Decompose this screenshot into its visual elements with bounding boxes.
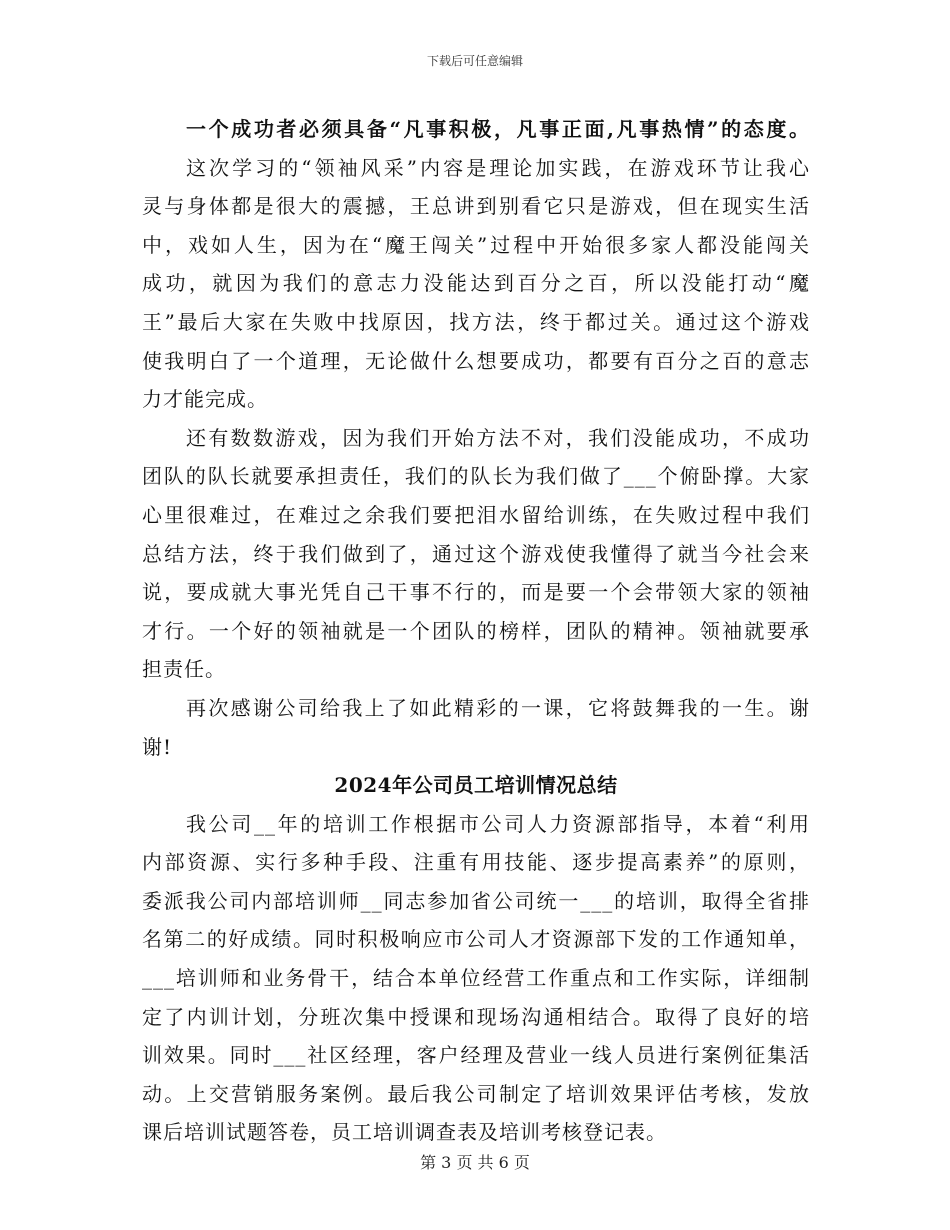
paragraph-line: 中，戏如人生，因为在“魔王闯关”过程中开始很多家人都没能闯关 <box>142 232 810 257</box>
paragraph-line: 担责任。 <box>142 657 226 682</box>
paragraph-line: 动。上交营销服务案例。最后我公司制定了培训效果评估考核，发放 <box>142 1081 810 1106</box>
paragraph-line: 训效果。同时___社区经理，客户经理及营业一线人员进行案例征集活 <box>142 1043 810 1068</box>
section-title: 2024年公司员工培训情况总结 <box>334 773 618 798</box>
paragraph-line: 总结方法，终于我们做到了，通过这个游戏使我懂得了就当今社会来 <box>142 541 810 566</box>
paragraph-line: 说，要成就大事光凭自己干事不行的，而是要一个会带领大家的领袖 <box>142 580 810 605</box>
paragraph-line: 王”最后大家在失败中找原因，找方法，终于都过关。通过这个游戏 <box>142 309 810 334</box>
paragraph-line: 课后培训试题答卷，员工培训调查表及培训考核登记表。 <box>142 1120 667 1145</box>
paragraph-line: 名第二的好成绩。同时积极响应市公司人才资源部下发的工作通知单， <box>142 927 810 952</box>
paragraph-line: 成功，就因为我们的意志力没能达到百分之百，所以没能打动“魔 <box>142 271 810 296</box>
paragraph-line: 力才能完成。 <box>142 387 268 412</box>
paragraph-line: 才行。一个好的领袖就是一个团队的榜样，团队的精神。领袖就要承 <box>142 618 810 643</box>
paragraph-line: 使我明白了一个道理，无论做什么想要成功，都要有百分之百的意志 <box>142 348 810 373</box>
paragraph-line: 团队的队长就要承担责任，我们的队长为我们做了___个俯卧撑。大家 <box>142 464 810 489</box>
paragraph-line: 委派我公司内部培训师__同志参加省公司统一___的培训，取得全省排 <box>142 888 810 913</box>
paragraph-line: 心里很难过，在难过之余我们要把泪水留给训练，在失败过程中我们 <box>142 502 810 527</box>
document-body <box>142 110 810 1152</box>
paragraph-line: 再次感谢公司给我上了如此精彩的一课，它将鼓舞我的一生。谢 <box>186 695 810 720</box>
paragraph-line: 定了内训计划，分班次集中授课和现场沟通相结合。取得了良好的培 <box>142 1004 810 1029</box>
header-note: 下载后可任意编辑 <box>426 54 523 68</box>
paragraph-line: 内部资源、实行多种手段、注重有用技能、逐步提高素养”的原则， <box>142 850 810 875</box>
paragraph-line: 这次学习的“领袖风采”内容是理论加实践，在游戏环节让我心 <box>186 155 810 180</box>
paragraph-line: ___培训师和业务骨干，结合本单位经营工作重点和工作实际，详细制 <box>142 966 810 991</box>
bold-statement-line: 一个成功者必须具备“凡事积极，凡事正面,凡事热情”的态度。 <box>186 117 810 141</box>
page-number-footer: 第 3 页 共 6 页 <box>420 1153 530 1172</box>
paragraph-line: 灵与身体都是很大的震撼，王总讲到别看它只是游戏，但在现实生活 <box>142 194 810 219</box>
paragraph-line: 谢! <box>142 734 173 759</box>
paragraph-line: 还有数数游戏，因为我们开始方法不对，我们没能成功，不成功 <box>186 425 810 450</box>
paragraph-line: 我公司__年的培训工作根据市公司人力资源部指导，本着“利用 <box>186 811 810 836</box>
